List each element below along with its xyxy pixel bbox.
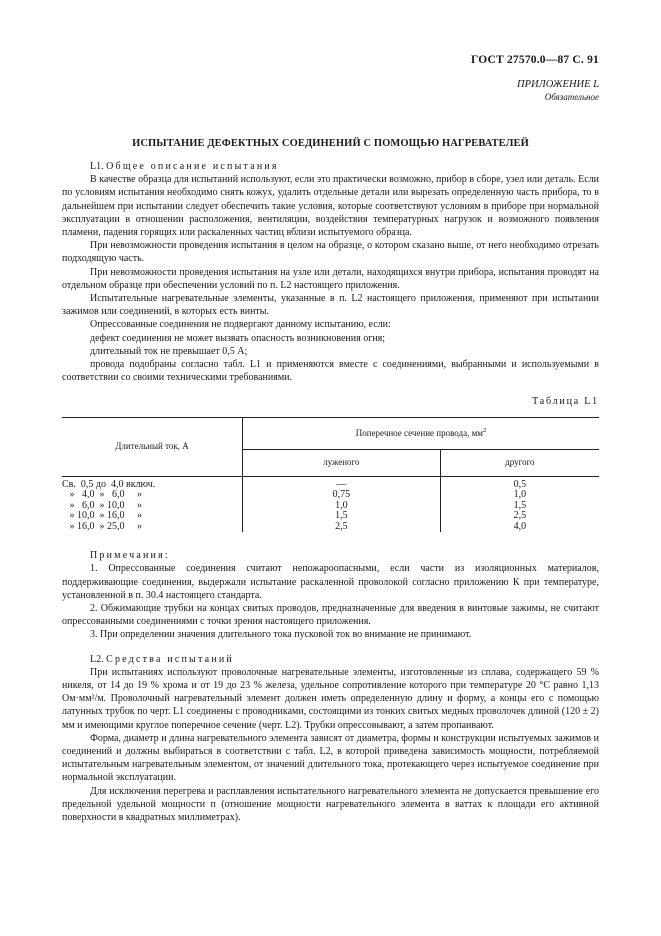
column-header-other: другого xyxy=(440,449,599,476)
table-cell: Св. 0,5 до 4,0 включ. xyxy=(62,478,156,490)
paragraph: При невозможности проведения испытания на узле или детали, находящихся внутри прибора, испытания проводят на отдельном образце при обеспечении условий по п. L2 настоящего приложения. xyxy=(62,266,599,291)
standard-header: ГОСТ 27570.0—87 С. 91 xyxy=(471,54,599,66)
table-cell: » 6,0 » 10,0 » xyxy=(62,499,142,511)
paragraph: Форма, диаметр и длина нагревательного элемента зависят от диаметра, формы и конструкции испытуемых зажимов и соединений и должны выбираться в соответствии с табл. L2, в которой приведена зависимость мощности, потребляемой испытательным нагревательным элементом, от значений длительного тока, протекающего через испытуемое соединение при нормальной эксплуатации. xyxy=(62,732,599,784)
table-cell: 1,0 xyxy=(335,499,348,511)
table-cell: 4,0 xyxy=(513,520,527,532)
table-cell: 0,75 xyxy=(332,489,351,501)
paragraph: Опрессованные соединения не подвергают данному испытанию, если: xyxy=(90,319,391,331)
table-cell: 1,5 xyxy=(513,499,527,511)
appendix-title: ПРИЛОЖЕНИЕ L xyxy=(517,79,599,90)
page-title: ИСПЫТАНИЕ ДЕФЕКТНЫХ СОЕДИНЕНИЙ С ПОМОЩЬЮ НАГРЕВАТЕЛЕЙ xyxy=(132,138,529,149)
note-item: 2. Обжимающие трубки на концах свитых проводов, предназначенные для введения в винтовые зажимы, не считают опрессованными соединениями с точки зрения настоящего приложения. xyxy=(62,602,599,628)
section-title: Общее описание испытания xyxy=(106,161,279,172)
tinned-column xyxy=(243,476,441,532)
paragraph: длительный ток не превышает 0,5 А; xyxy=(90,345,248,357)
paragraph: Испытательные нагревательные элементы, указанные в п. L2 настоящего приложения, применяют при испытании зажимов или соединений, в которых есть винты. xyxy=(62,293,599,318)
paragraph: В качестве образца для испытаний используют, если это практически возможно, прибор в сборе, узел или деталь. Если по условиям испытания необходимо снять кожух, удалить отдельные детали или вырезать определенную часть прибора, то в дальнейшем при испытании следует обеспечить такие условия, которые соответствуют условиям в приборе при нормальной эксплуатации в отношении расположения, вентиляции, воздействия температурных нагрузок и возможного появления пламени, падения горящих или раскаленных частиц вблизи испытуемого образца. xyxy=(62,174,599,239)
notes-block xyxy=(62,549,599,641)
column-header-tinned: луженого xyxy=(243,449,441,476)
table-cell: 1,0 xyxy=(513,489,527,501)
table-cell: » 4,0 » 6,0 » xyxy=(62,489,142,501)
paragraph: Для исключения перегрева и расплавления испытательного нагревательного элемента не допускается превышение его предельной удельной мощности п (отношение мощности нагревательного элемента в ваттах к площади его активной поверхности в квадратных миллиметрах). xyxy=(62,785,599,824)
other-column xyxy=(440,476,599,532)
table-cell: » 16,0 » 25,0 » xyxy=(62,520,142,532)
table-cell: 0,5 xyxy=(513,478,527,490)
table-caption: Таблица L1 xyxy=(532,396,599,408)
table-cell: » 10,0 » 16,0 » xyxy=(62,510,142,522)
column-header-current: Длительный ток, А xyxy=(62,417,243,476)
table-cell: — xyxy=(336,478,347,490)
section-number: L1. xyxy=(90,161,104,172)
table-cell: 2,5 xyxy=(335,520,348,532)
section-heading xyxy=(62,653,599,666)
paragraph: При испытаниях используют проволочные нагревательные элементы, изготовленные из сплава, содержащего 59 % никеля, от 14 до 19 % хрома и от 19 до 23 % железа, удельное сопротивление которого при температуре 20 °С равно 1,13 Ом·мм²/м. Проволочный нагревательный элемент должен иметь определенную длину и форму, а концы его с помощью латунных трубок по черт. L1 соединены с проводниками, состоящими из тонких свитых медных проволочек длиной (120 ± 2) мм и имеющими круглое поперечное сечение (черт. L2). Трубки опрессовывают, а затем пропаивают. xyxy=(62,666,599,731)
paragraph: провода подобраны согласно табл. L1 и применяются вместе с соединениями, выбранными и используемыми в соответствии со своими техническими требованиями. xyxy=(62,359,599,384)
appendix-label xyxy=(517,78,599,104)
section-heading xyxy=(62,160,599,173)
table-cell: 1,5 xyxy=(335,510,348,522)
table-cell: 2,5 xyxy=(513,510,527,522)
section-title: Средства испытаний xyxy=(106,653,234,665)
document-body xyxy=(62,160,599,824)
note-item: 3. При определении значения длительного тока пусковой ток во внимание не принимают. xyxy=(90,629,472,641)
section-number: L2. xyxy=(90,653,104,665)
note-item: 1. Опрессованные соединения считают непожароопасными, если части из изоляционных материалов, поддерживающие соединения, выдержали испытание раскаленной проволокой согласно приложению К при температуре, установленной в п. 30.4 настоящего стандарта. xyxy=(62,563,599,601)
current-column xyxy=(62,476,243,532)
appendix-status: Обязательное xyxy=(544,92,599,102)
notes-heading: Примечания: xyxy=(90,550,170,562)
paragraph: При невозможности проведения испытания в целом на образце, о котором сказано выше, от него необходимо отрезать подходящую часть. xyxy=(62,240,599,265)
section-2 xyxy=(62,653,599,825)
paragraph: дефект соединения не может вызвать опасность возникновения огня; xyxy=(90,332,386,344)
data-table xyxy=(62,417,599,533)
column-header-section: Поперечное сечение провода, $мм^2$ xyxy=(243,417,600,449)
